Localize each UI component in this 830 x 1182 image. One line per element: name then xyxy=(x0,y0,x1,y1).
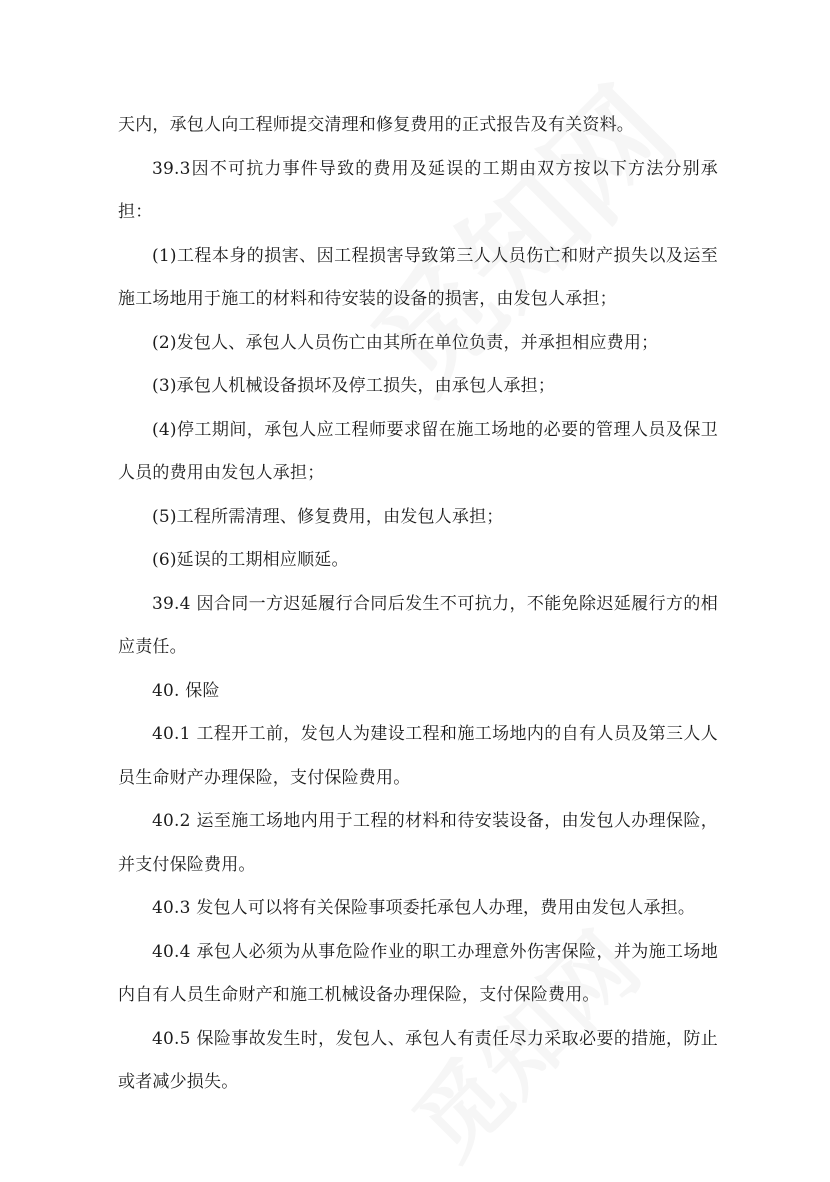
paragraph-40-5: 40.5 保险事故发生时，发包人、承包人有责任尽力采取必要的措施，防止或者减少损失。 xyxy=(118,1028,718,1092)
paragraph-item-2: (2)发包人、承包人人员伤亡由其所在单位负责，并承担相应费用； xyxy=(152,332,659,353)
paragraph-40-4: 40.4 承包人必须为从事危险作业的职工办理意外伤害保险，并为施工场地内自有人员生命财产和施工机械设备办理保险，支付保险费用。 xyxy=(118,941,718,1005)
paragraph-continuation: 天内，承包人向工程师提交清理和修复费用的正式报告及有关资料。 xyxy=(118,115,634,135)
paragraph-39-3: 39.3因不可抗力事件导致的费用及延误的工期由双方按以下方法分别承担： xyxy=(118,158,718,222)
paragraph-item-3: (3)承包人机械设备损坏及停工损失，由承包人承担； xyxy=(152,376,556,396)
paragraph-40-3: 40.3 发包人可以将有关保险事项委托承包人办理，费用由发包人承担。 xyxy=(152,898,696,918)
document-body xyxy=(118,104,718,1105)
paragraph-item-1: (1)工程本身的损害、因工程损害导致第三人人员伤亡和财产损失以及运至施工场地用于施工的材料和待安装的设备的损害，由发包人承担； xyxy=(118,245,718,309)
section-heading-40: 40. 保险 xyxy=(152,680,220,701)
paragraph-item-6: (6)延误的工期相应顺延。 xyxy=(152,550,349,570)
paragraph-40-2: 40.2 运至施工场地内用于工程的材料和待安装设备，由发包人办理保险，并支付保险费用。 xyxy=(118,811,718,875)
paragraph-item-4: (4)停工期间，承包人应工程师要求留在施工场地的必要的管理人员及保卫人员的费用由发包人承担； xyxy=(118,419,718,483)
paragraph-39-4: 39.4 因合同一方迟延履行合同后发生不可抗力，不能免除迟延履行方的相应责任。 xyxy=(118,593,718,657)
paragraph-item-5: (5)工程所需清理、修复费用，由发包人承担； xyxy=(152,506,504,527)
paragraph-40-1: 40.1 工程开工前，发包人为建设工程和施工场地内的自有人员及第三人人员生命财产办理保险，支付保险费用。 xyxy=(118,724,718,788)
